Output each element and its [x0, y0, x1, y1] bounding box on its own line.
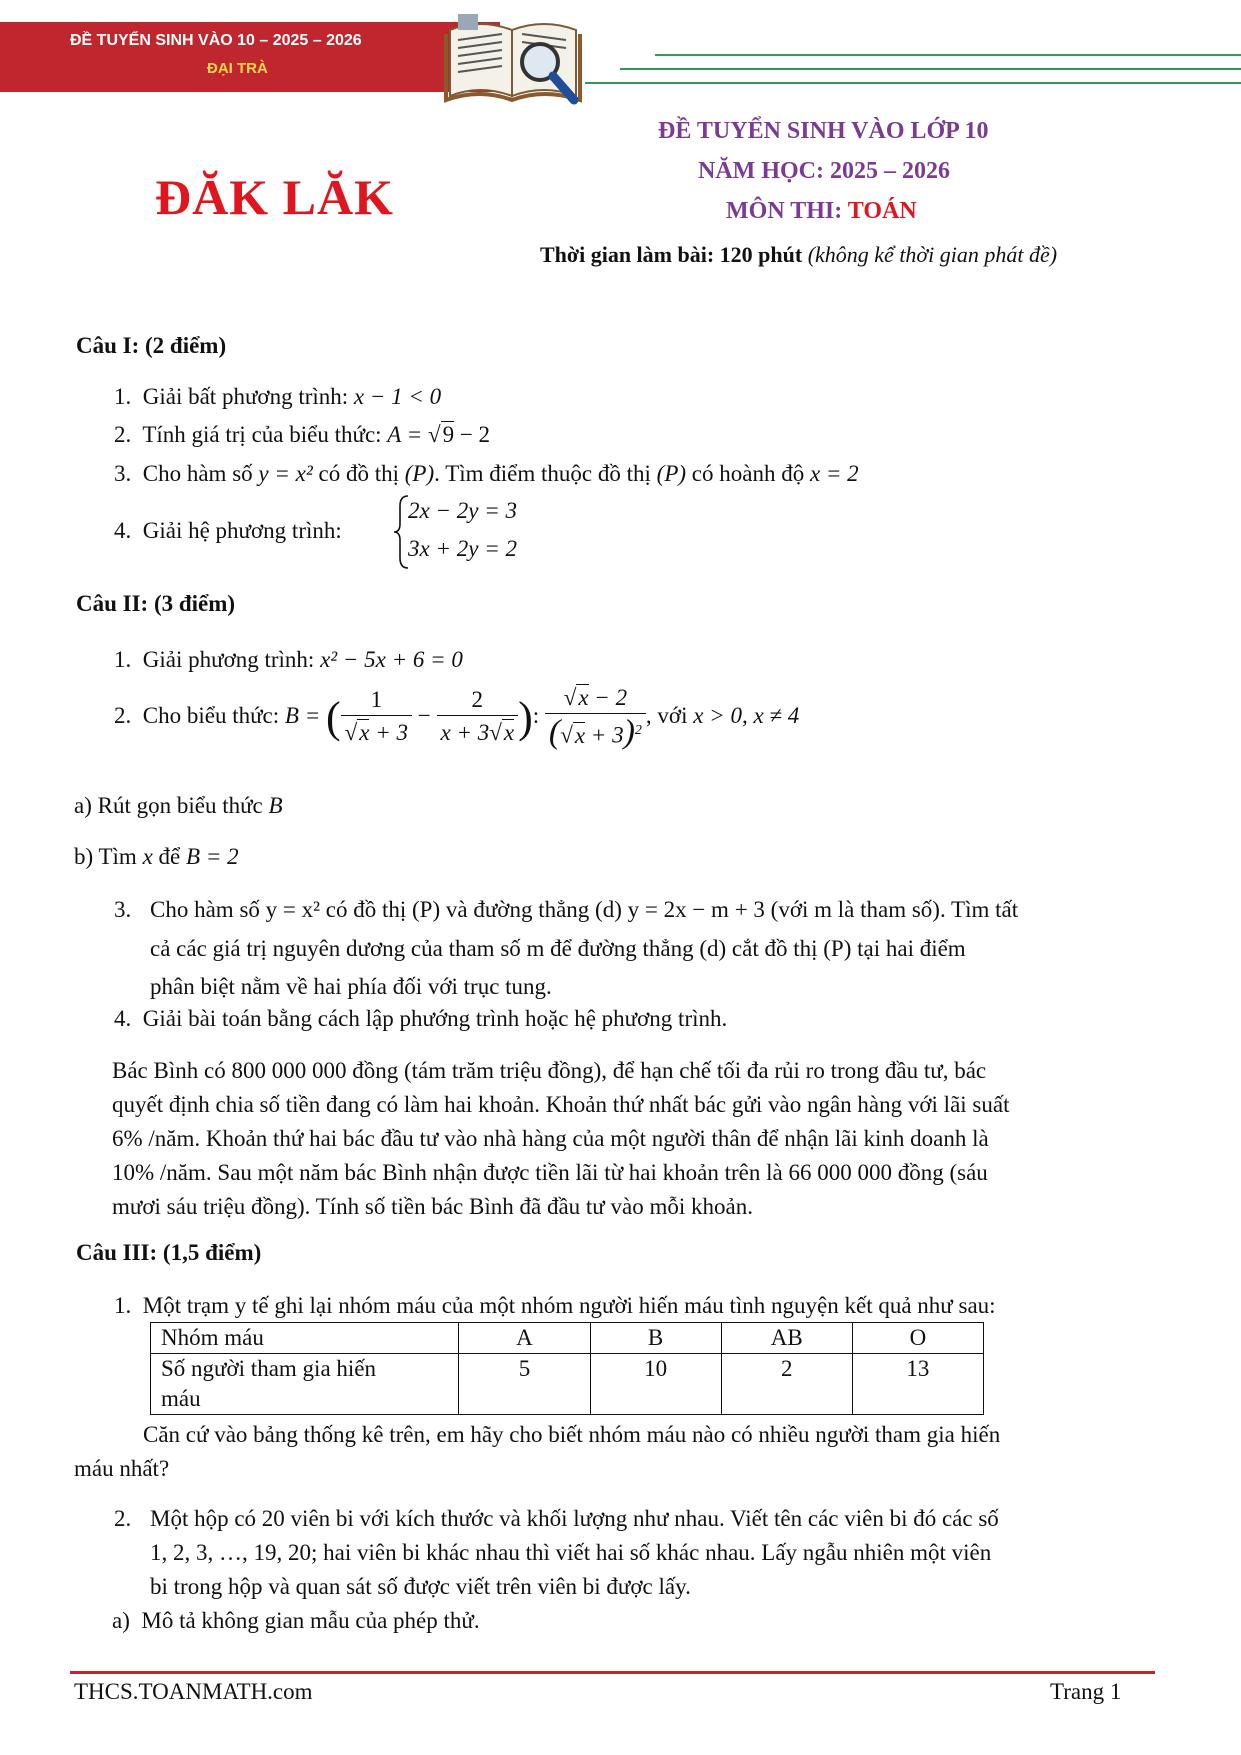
condition-math: x > 0, x ≠ 4 [693, 703, 800, 729]
part-label: a) [112, 1608, 130, 1633]
table-header-cell: O [852, 1323, 983, 1354]
table-cell: 13 [852, 1354, 983, 1415]
fraction-2-numerator: 2 [437, 685, 519, 716]
footer-page-number: Trang 1 [1050, 1679, 1122, 1704]
q2-item-3-line-3: phân biệt nằm về hai phía đối với trục tung. [150, 974, 552, 999]
table-header-row [151, 1323, 984, 1354]
minus-sign: − [417, 703, 431, 729]
q3-item-2-number: 2. [114, 1506, 132, 1531]
item-text: Cho hàm số [142, 461, 259, 486]
part-math: B = 2 [186, 844, 239, 869]
part-math: x [142, 844, 153, 869]
radicand: x [574, 722, 586, 748]
item-math: A = [387, 422, 428, 447]
blood-type-table [150, 1322, 984, 1415]
item-text: Tính giá trị của biểu thức: [142, 422, 388, 447]
table-header-cell: Nhóm máu [151, 1323, 459, 1354]
fraction-3 [545, 683, 646, 753]
denominator-tail: + 3 [369, 720, 409, 746]
equation-1: 2x − 2y = 3 [408, 498, 517, 523]
header-rule-top [655, 54, 1241, 56]
fraction-2 [437, 685, 519, 750]
item-number: 4. [114, 1006, 132, 1031]
header-rule-middle [620, 68, 1241, 70]
header-rule-bottom [585, 82, 1241, 84]
item-text: Giải hệ phương trình: [142, 518, 342, 543]
numerator-tail: − 2 [588, 685, 628, 710]
book-magnifier-icon [440, 0, 590, 108]
item-text: Giải phương trình: [142, 647, 321, 672]
q2-item-3-line-1: Cho hàm số y = x² có đồ thị (P) và đường thẳng (d) y = 2x − m + 3 (với m là tham số). Tìm tất [150, 897, 1019, 922]
item-math: x = 2 [809, 461, 859, 486]
item-text: . Tìm điểm thuộc đồ thị [434, 461, 657, 486]
problem-line-2: quyết định chia số tiền đang có làm hai khoản. Khoản thứ nhất bác gửi vào ngân hàng với lãi suất [112, 1092, 1010, 1117]
row-label-line-1: Số người tham gia hiến [161, 1356, 376, 1381]
item-text: Giải bài toán bằng cách lập phướng trình hoặc hệ phương trình. [142, 1006, 728, 1031]
item-number: 1. [114, 647, 132, 672]
school-year: NĂM HỌC: 2025 – 2026 [698, 158, 950, 184]
fraction-3-denominator: $(√x + 3)^2$ [548, 713, 642, 751]
footer-site: THCS.TOANMATH.com [74, 1679, 313, 1704]
item-math-tail: − 2 [454, 422, 491, 447]
item-number: 2. [114, 422, 132, 447]
question-3-heading: Câu III: (1,5 điểm) [76, 1240, 262, 1265]
table-header-cell: A [459, 1323, 590, 1354]
exam-title: ĐỀ TUYỂN SINH VÀO LỚP 10 [658, 118, 989, 144]
subject-value: TOÁN [847, 198, 917, 224]
problem-line-5: mươi sáu triệu đồng). Tính số tiền bác Bình đã đầu tư vào mỗi khoản. [112, 1194, 753, 1219]
open-paren: ( [325, 692, 341, 742]
q1-item-2: 2. Tính giá trị của biểu thức: A = √9 − 2 [114, 422, 491, 447]
q3-item-2-line-3: bi trong hộp và quan sát số được viết trên viên bi được lấy. [150, 1574, 691, 1599]
part-label: b) Tìm [74, 844, 143, 869]
equation-system [392, 494, 532, 570]
q1-item-1 [114, 380, 441, 414]
time-label: Thời gian làm bài: 120 phút [540, 242, 803, 267]
close-paren: ) [518, 692, 533, 742]
table-header-cell: B [590, 1323, 721, 1354]
item-number: 1. [114, 1293, 132, 1318]
item-number: 1. [114, 384, 132, 409]
province-title: ĐĂK LĂK [155, 169, 394, 225]
problem-line-3: 6% /năm. Khoản thứ hai bác đầu tư vào nhà hàng của một người thân để nhận lãi kinh doanh là [112, 1126, 989, 1151]
table-row-label [151, 1354, 459, 1415]
item-number: 4. [114, 518, 132, 543]
equation-2: 3x + 2y = 2 [408, 536, 517, 561]
table-cell: 10 [590, 1354, 721, 1415]
item-math: x² − 5x + 6 = 0 [320, 647, 463, 672]
q3-item-1-question-line-2: máu nhất? [74, 1456, 170, 1481]
denominator-head: x + 3 [440, 720, 490, 746]
question-2-heading: Câu II: (3 điểm) [76, 591, 236, 616]
q2-part-a [74, 789, 283, 823]
q2-item-4 [114, 1002, 727, 1036]
table-header-cell: AB [721, 1323, 852, 1354]
time-note: (không kể thời gian phát đề) [807, 242, 1058, 267]
radicand: 9 [442, 422, 455, 447]
denominator-tail: + 3 [585, 722, 624, 748]
item-math: (P) [656, 461, 687, 486]
fraction-1-denominator: √x + 3 [344, 720, 409, 746]
q2-item-3-number: 3. [114, 897, 132, 922]
radicand: x [578, 685, 589, 710]
q3-item-2-line-2: 1, 2, 3, …, 19, 20; hai viên bi khác nhau thì viết hai số khác nhau. Lấy ngẫu nhiên một viên [150, 1540, 992, 1565]
item-math: x − 1 < 0 [353, 384, 442, 409]
banner-subtitle: ĐẠI TRÀ [207, 60, 268, 77]
fraction-1-numerator: 1 [341, 685, 412, 716]
q1-item-4 [114, 514, 342, 548]
radicand: x [503, 720, 515, 746]
item-text: có đồ thị [312, 461, 405, 486]
item-text: Giải bất phương trình: [142, 384, 354, 409]
subject [726, 198, 917, 225]
part-text: Mô tả không gian mẫu của phép thử. [141, 1608, 480, 1633]
fraction-1 [341, 685, 412, 750]
exponent: 2 [634, 723, 642, 738]
radicand: x [359, 720, 370, 746]
problem-line-1: Bác Bình có 800 000 000 đồng (tám trăm triệu đồng), để hạn chế tối đa rủi ro trong đầu tư, bác [112, 1058, 987, 1083]
part-math: B [268, 793, 283, 818]
table-row [151, 1354, 984, 1415]
fraction-3-numerator: √x − 2 [545, 683, 646, 714]
item-math: (P) [404, 461, 435, 486]
q2-item-2 [114, 683, 799, 753]
q3-item-2-line-1: Một hộp có 20 viên bi với kích thước và khối lượng như nhau. Viết tên các viên bi đó các số [150, 1506, 999, 1531]
q2-part-b [74, 840, 239, 874]
q1-item-3 [114, 457, 859, 491]
q3-item-1 [114, 1289, 996, 1323]
q3-part-a [112, 1604, 480, 1638]
fraction-2-denominator: x + 3√x [440, 720, 515, 746]
item-number: 2. [114, 703, 132, 729]
item-text: có hoành độ [686, 461, 810, 486]
q2-item-3-line-2: cả các giá trị nguyên dương của tham số m để đường thẳng (d) cắt đồ thị (P) tại hai điểm [150, 936, 966, 961]
q3-item-1-question-line-1: Căn cứ vào bảng thống kê trên, em hãy cho biết nhóm máu nào có nhiều người tham gia hiến [143, 1422, 1001, 1447]
part-label: a) Rút gọn biểu thức [74, 793, 269, 818]
divide-sign: : [532, 703, 540, 729]
item-text: Cho biểu thức: [142, 703, 285, 729]
table-cell: 2 [721, 1354, 852, 1415]
banner-title: ĐỀ TUYỂN SINH VÀO 10 – 2025 – 2026 [70, 32, 362, 49]
item-text: Một trạm y tế ghi lại nhóm máu của một nhóm người hiến máu tình nguyện kết quả như sau: [142, 1293, 996, 1318]
row-label-line-2: máu [161, 1386, 201, 1411]
item-number: 3. [114, 461, 132, 486]
q2-item-1 [114, 643, 463, 677]
expression-lhs: B = [284, 703, 321, 729]
item-math: y = x² [258, 461, 313, 486]
subject-label: MÔN THI: [726, 198, 848, 224]
footer-rule [70, 1671, 1155, 1674]
time-limit [540, 242, 1057, 268]
part-text: để [152, 844, 187, 869]
question-1-heading: Câu I: (2 điểm) [76, 333, 227, 358]
condition-text: , với [645, 703, 694, 729]
problem-line-4: 10% /năm. Sau một năm bác Bình nhận được tiền lãi từ hai khoản trên là 66 000 000 đồng (sáu [112, 1160, 988, 1185]
table-cell: 5 [459, 1354, 590, 1415]
